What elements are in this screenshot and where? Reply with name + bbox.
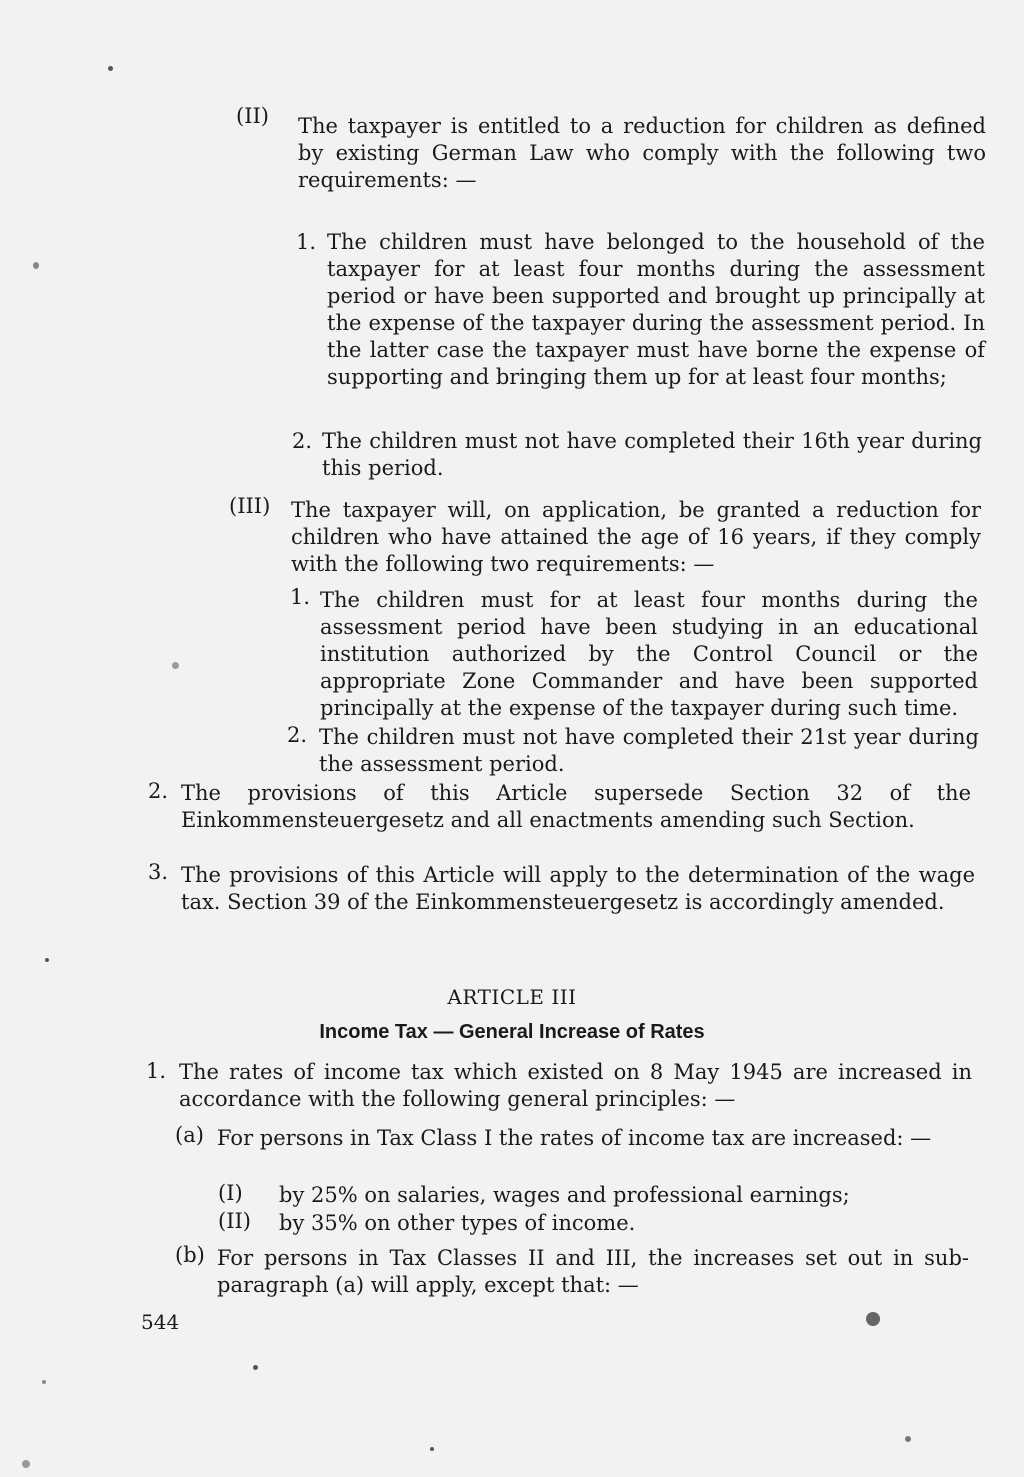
scan-speck (866, 1312, 880, 1326)
subpara-b-text: For persons in Tax Classes II and III, the increases set out in sub-paragraph (a) will apply, except that: — (217, 1246, 969, 1297)
scan-speck (172, 662, 179, 669)
section-ii-label: (II) (236, 104, 269, 128)
section-ii-req2-text: The children must not have completed their 16th year during this period. (322, 429, 982, 480)
subpara-a-label: (a) (175, 1123, 204, 1147)
section-ii-req1-text: The children must have belonged to the household of the taxpayer for at least four months during the assessment period or have been supported and brought up principally at the expense of the taxpayer during the assessment period. In the latter case the taxpayer must have borne the expense of supporting and bringing them up for at least four months; (327, 230, 985, 389)
scan-speck (42, 1380, 46, 1384)
scan-speck (22, 1460, 30, 1468)
paragraph-2-number: 2. (148, 779, 169, 803)
section-iii-req1-number: 1. (290, 585, 311, 609)
scan-speck (33, 262, 39, 269)
subpara-b-label: (b) (175, 1243, 205, 1267)
section-iii-req2-number: 2. (287, 723, 308, 747)
subpara-a-ii-label: (II) (218, 1209, 251, 1233)
article-para-1-text: The rates of income tax which existed on 8 May 1945 are increased in accordance with the following general principles: — (179, 1060, 972, 1111)
scan-speck (45, 958, 49, 962)
article-para-1-number: 1. (146, 1059, 167, 1083)
page-number: 544 (141, 1310, 180, 1334)
scan-speck (905, 1436, 911, 1442)
section-ii-req1-number: 1. (296, 230, 317, 254)
section-iii-req2-text: The children must not have completed their 21st year during the assessment period. (319, 725, 979, 776)
subpara-a-i-label: (I) (218, 1181, 243, 1205)
paragraph-3-number: 3. (148, 860, 169, 884)
section-iii-label: (III) (229, 494, 271, 518)
scan-speck (253, 1365, 258, 1370)
section-iii-text: The taxpayer will, on application, be granted a reduction for children who have attained the age of 16 years, if they comply with the following two requirements: — (291, 498, 981, 576)
section-ii-text: The taxpayer is entitled to a reduction for children as defined by existing German Law who comply with the following two requirements: — (298, 114, 986, 192)
scan-speck (108, 66, 113, 71)
article-heading: ARTICLE III (447, 985, 577, 1009)
article-subheading: Income Tax — General Increase of Rates (319, 1021, 705, 1043)
scan-speck (430, 1447, 434, 1451)
subpara-a-text: For persons in Tax Class I the rates of income tax are increased: — (217, 1126, 932, 1150)
paragraph-2-text: The provisions of this Article supersede Section 32 of the Einkommensteuergesetz and all enactments amending such Section. (181, 781, 971, 832)
subpara-a-ii-text: by 35% on other types of income. (279, 1211, 636, 1235)
paragraph-3-text: The provisions of this Article will apply to the determination of the wage tax. Section 39 of the Einkommensteuergesetz is accordingly amended. (181, 863, 975, 914)
section-iii-req1-text: The children must for at least four months during the assessment period have been studying in an educational institution authorized by the Control Council or the appropriate Zone Commander and have been supported principally at the expense of the taxpayer during such time. (320, 588, 978, 720)
subpara-a-i-text: by 25% on salaries, wages and professional earnings; (279, 1183, 850, 1207)
section-ii-req2-number: 2. (292, 429, 313, 453)
